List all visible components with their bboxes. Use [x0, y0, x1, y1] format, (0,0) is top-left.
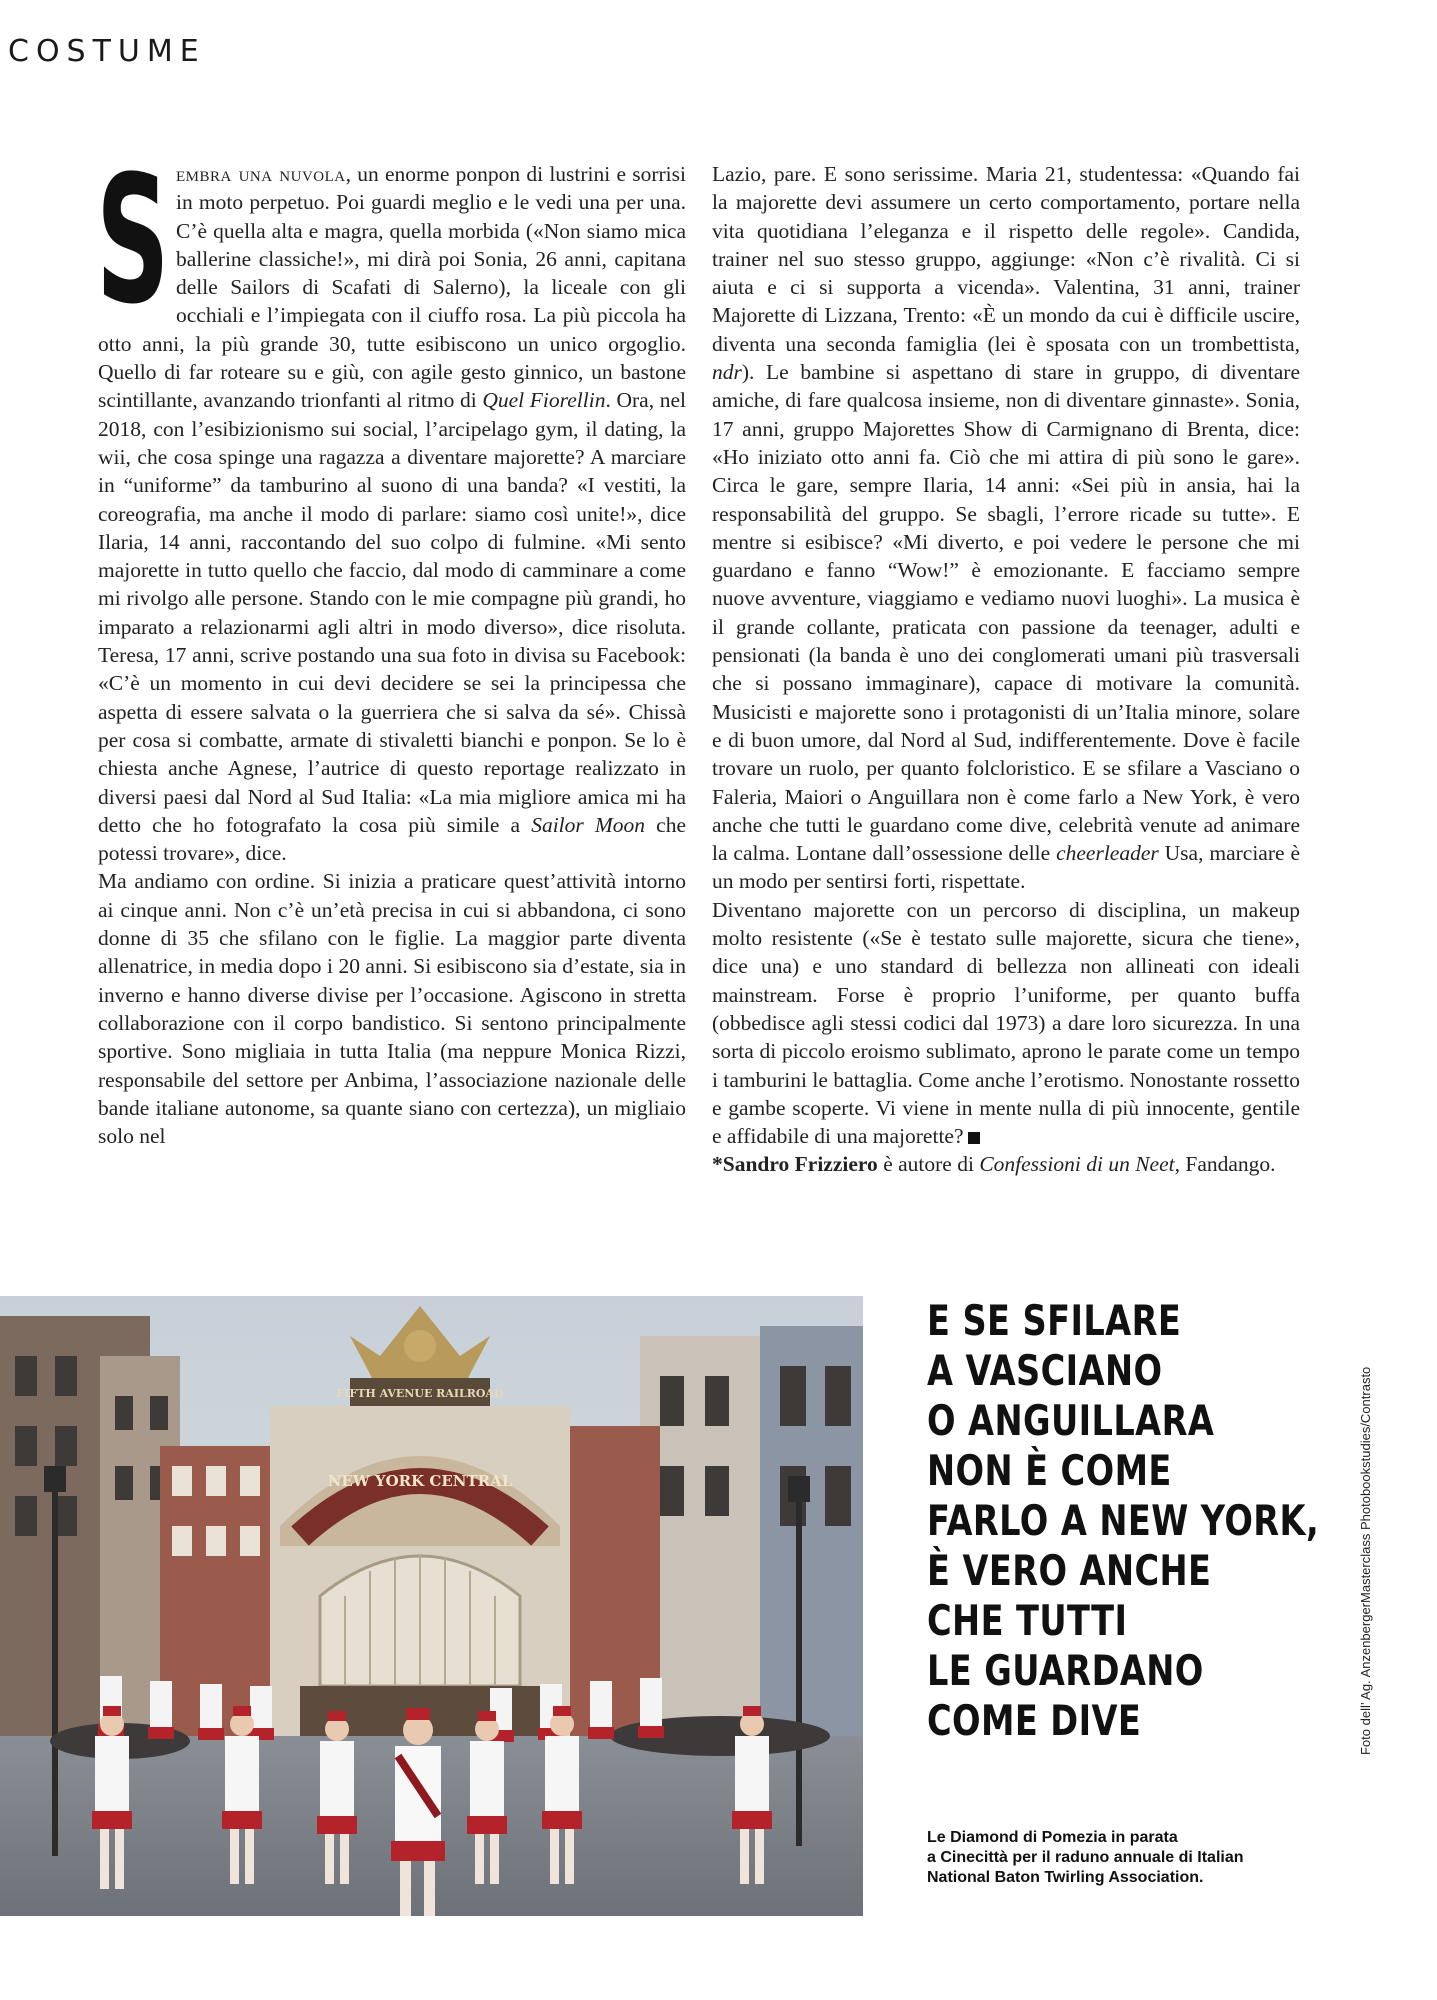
editor-note: ndr — [712, 360, 742, 385]
pull-quote-line: LE GUARDANO — [927, 1646, 1204, 1695]
pull-quote-line: A VASCIANO — [927, 1346, 1163, 1395]
end-mark-icon — [968, 1132, 980, 1144]
pull-quote-line: FARLO A NEW YORK, — [927, 1496, 1320, 1545]
station-arch-sign: NEW YORK CENTRAL — [327, 1472, 513, 1490]
italic-term: cheerleader — [1056, 841, 1159, 866]
station-top-sign: FIFTH AVENUE RAILROAD — [336, 1387, 504, 1400]
section-label: COSTUME — [8, 34, 206, 69]
title-reference: Sailor Moon — [531, 812, 646, 837]
article-paragraph — [712, 160, 1300, 896]
parade-photo — [0, 1296, 863, 1916]
caption-line: National Baton Twirling Association. — [927, 1869, 1204, 1886]
body-text: , un enorme ponpon di lustrini e sorrisi in moto perpetuo. Poi guardi meglio e le vedi una per una. C’è quella alta e magra, quella morbida («Non siamo mica ballerine classiche!», mi dirà poi Sonia, 26 anni, capitana delle Sailors di Scafati di Salerno), la liceale con gli occhiali e l’impiegata con il ciuffo rosa. La più piccola ha otto anni, la più grande 30, tutte esibiscono un unico orgoglio. Quello di far roteare su e giù, con agile gesto ginnico, un bastone scintillante, avanzando trionfanti al ritmo di — [98, 162, 686, 413]
article-column-right — [712, 160, 1300, 1179]
body-text: ). Le bambine si aspettano di stare in gruppo, di diventare amiche, di fare qualcosa insieme, non di diventare ginnaste». Sonia, 17 anni, gruppo Majorettes Show di Carmignano di Brenta, dice: «Ho iniziato otto anni fa. Ciò che mi attira di più sono le gare». Circa le gare, sempre Ilaria, 14 anni: «Sei più in ansia, hai la responsabilità del gruppo. Se sbagli, l’errore ricade su tutte». E mentre si esibisce? «Mi diverto, e poi vedere le persone che mi guardano e fanno “Wow!” è emozionante. E facciamo sempre nuove avventure, viaggiamo e vediamo nuovi luoghi». La musica è il grande collante, praticata con passione da teenager, adulti e pensionati (la banda è uno dei conglomerati umani più trasversali che si possano immaginare), capace di motivare la comunità. Musicisti e majorette sono i protagonisti di un’Italia minore, solare e di buon umore, dal Nord al Sud, indifferentemente. Dove è facile trovare un ruolo, per quanto folcloristico. E se sfilare a Vasciano o Faleria, Maiori o Anguillara non è come farlo a New York, è vero anche che tutti le guardano come dive, celebrità venute ad animare la calma. Lontane dall’ossessione delle — [712, 360, 1300, 866]
author-text: , Fandango. — [1174, 1152, 1276, 1177]
body-text: Lazio, pare. E sono serissime. Maria 21, studentessa: «Quando fai la majorette devi assumere un certo comportamento, portare nella vita quotidiana l’eleganza e il rispetto delle regole». Candida, trainer nel suo stesso gruppo, aggiunge: «Non c’è rivalità. Ci si aiuta e ci si supporta a vicenda». Valentina, 31 anni, trainer Majorette di Lizzana, Trento: «È un mondo da cui è difficile uscire, diventa una seconda famiglia (lei è sposata con un trombettista, — [712, 162, 1300, 356]
body-text: . Ora, nel 2018, con l’esibizionismo sui social, l’arcipelago gym, il dating, la wii, che cosa spinge una ragazza a diventare majorette? A marciare in “uniforme” da tamburino al suono di una banda? «I vestiti, la coreografia, ma anche il modo di parlare: siamo così unite!», dice Ilaria, 14 anni, raccontando del suo colpo di fulmine. «Mi sento majorette in tutto quello che faccio, dal modo di camminare a come mi rivolgo alle persone. Stando con le mie compagne più grandi, ho imparato a relazionarmi agli altri in modo diverso», dice risoluta. Teresa, 17 anni, scrive postando una sua foto in divisa su Facebook: «C’è un momento in cui devi decidere se sei la principessa che aspetta di essere salvata o la guerriera che si salva da sé». Chissà per cosa si combatte, armate di stivaletti bianchi e ponpon. Se lo è chiesta anche Agnese, l’autrice di questo reportage realizzato in diversi paesi dal Nord al Sud Italia: «La mia migliore amica mi ha detto che ho fotografato la cosa più simile a — [98, 388, 686, 837]
author-note — [712, 1150, 1300, 1178]
article-paragraph — [712, 896, 1300, 1151]
pull-quote-line: E SE SFILARE — [927, 1296, 1182, 1345]
author-name: *Sandro Frizziero — [712, 1152, 878, 1177]
article-paragraph: Ma andiamo con ordine. Si inizia a praticare quest’attività intorno ai cinque anni. Non c’è un’età precisa in cui si abbandona, ci sono donne di 35 che sfilano con le figlie. La maggior parte diventa allenatrice, in media dopo i 20 anni. Si esibiscono sia d’estate, sia in inverno e hanno diverse divise per l’occasione. Agiscono in stretta collaborazione con il corpo bandistico. Si sentono principalmente sportive. Sono migliaia in tutta Italia (ma neppure Monica Rizzi, responsabile del settore per Anbima, l’associazione nazionale delle bande italiane autonome, sa quante siano con certezza), un migliaio solo nel — [98, 869, 686, 1149]
pull-quote-line: CHE TUTTI — [927, 1596, 1128, 1645]
caption-line: Le Diamond di Pomezia in parata — [927, 1829, 1178, 1846]
photo-caption — [927, 1828, 1297, 1888]
pull-quote-line: COME DIVE — [927, 1696, 1142, 1745]
body-text: Diventano majorette con un percorso di disciplina, un makeup molto resistente («Se è testato sulle majorette, sicura che tiene», dice una) e uno standard di bellezza non allineati con ideali mainstream. Forse è proprio l’uniforme, per quanto buffa (obbedisce agli stessi codici dal 1973) a dare loro sicurezza. In una sorta di piccolo eroismo sublimato, aprono le parate come un tempo i tamburini le battaglia. Come anche l’erotismo. Nonostante rossetto e gambe scoperte. Vi viene in mente nulla di più innocente, gentile e affidabile di una majorette? — [712, 897, 1300, 1149]
article-paragraph — [96, 138, 686, 867]
pull-quote-line: O ANGUILLARA — [927, 1396, 1215, 1445]
song-title: Quel Fiorellin — [482, 388, 606, 413]
article-column-left — [96, 138, 686, 1150]
caption-line: a Cinecittà per il raduno annuale di Italian — [927, 1849, 1244, 1866]
drop-cap: S — [96, 138, 170, 343]
pull-quote-line: NON È COME — [927, 1446, 1172, 1495]
pull-quote-line: È VERO ANCHE — [927, 1546, 1212, 1595]
lead-smallcaps: embra una nuvola — [176, 162, 346, 186]
photo-credit: Foto dell’ Ag. AnzenbergerMasterclass Photobookstudies/Contrasto — [1358, 1366, 1373, 1755]
body-text: che potessi trovare», dice. — [98, 812, 686, 866]
author-book: Confessioni di un Neet — [979, 1152, 1175, 1177]
parade-illustration — [0, 1296, 863, 1916]
author-text: è autore di — [877, 1152, 980, 1177]
body-text: Usa, marciare è un modo per sentirsi forti, rispettate. — [712, 841, 1300, 894]
pull-quote — [927, 1296, 1320, 1746]
